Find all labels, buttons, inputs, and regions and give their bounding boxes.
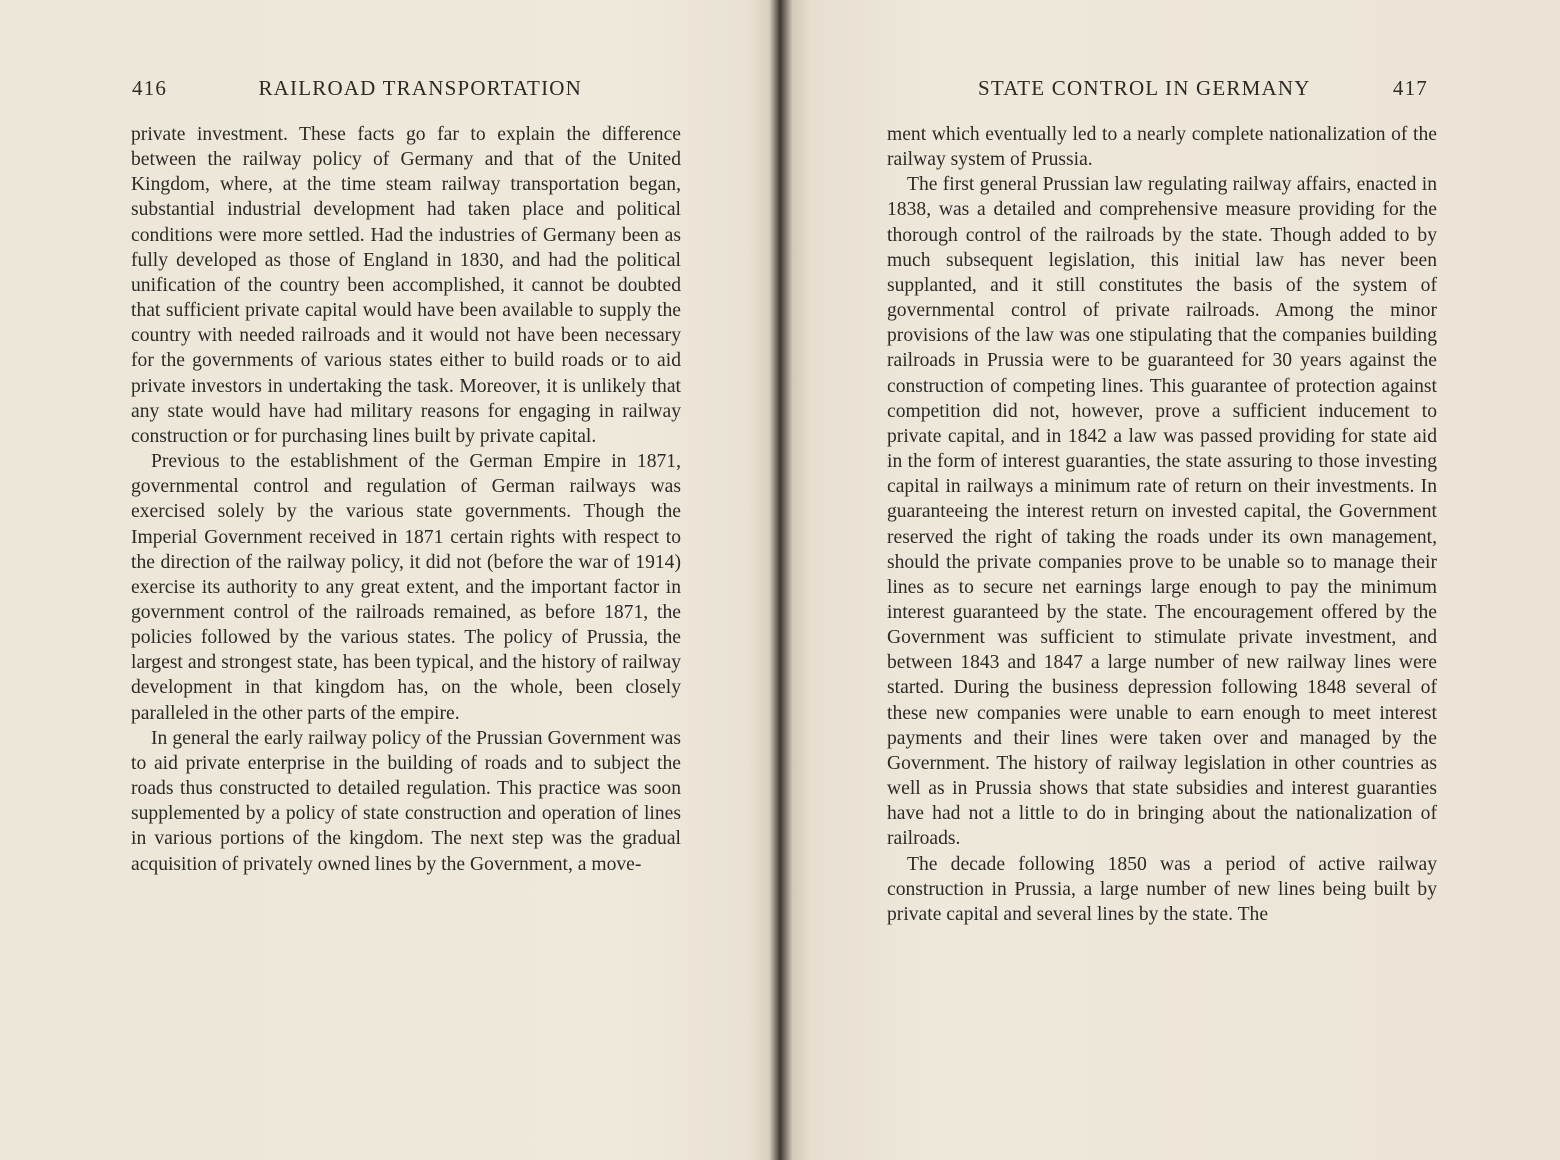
right-running-head — [978, 76, 1428, 101]
left-page-number: 416 — [132, 76, 168, 100]
right-body-text — [887, 122, 1437, 927]
left-page — [0, 0, 770, 1160]
left-paragraph-2: Previous to the establishment of the German Empire in 1871, governmental control and regulation of German railways was exercised solely by the various state governments. Though the Imperial Government received in 1871 certain rights with respect to the direction of the railway policy, it did not (before the war of 1914) exercise its authority to any great extent, and the important factor in government control of the railroads remained, as before 1871, the policies followed by the various states. The policy of Prussia, the largest and strongest state, has been typical, and the history of railway development in that kingdom has, on the whole, been closely paralleled in the other parts of the empire. — [131, 451, 681, 724]
left-running-title: RAILROAD TRANSPORTATION — [258, 76, 582, 100]
right-paragraph-3: The decade following 1850 was a period of active railway construction in Prussia, a large number of new lines being built by private capital and several lines by the state. The — [887, 853, 1437, 925]
left-body-text — [131, 122, 681, 877]
left-paragraph-3: In general the early railway policy of the Prussian Government was to aid private enterprise in the building of roads and to subject the roads thus constructed to detailed regulation. This practice was soon supplemented by a policy of state construction and operation of lines in various portions of the kingdom. The next step was the gradual acquisition of privately owned lines by the Government, a move- — [131, 727, 681, 875]
right-paragraph-2: The first general Prussian law regulating railway affairs, enacted in 1838, was a detailed and comprehensive measure providing for the thorough control of the railroads by the state. Though added to by much subsequent legislation, this initial law has never been supplanted, and it still constitutes the basis of the system of governmental control of private railroads. Among the minor provisions of the law was one stipulating that the companies building railroads in Prussia were to be guaranteed for 30 years against the construction of competing lines. This guarantee of protection against competition did not, however, prove a sufficient inducement to private capital, and in 1842 a law was passed providing for state aid in the form of interest guaranties, the state assuring to those investing capital in railways a minimum rate of return on their investments. In guaranteeing the interest return on invested capital, the Government reserved the right of taking the roads under its own management, should the private companies prove to be unable so to manage their lines as to secure net earnings large enough to pay the minimum interest guaranteed by the state. The encouragement offered by the Government was sufficient to stimulate private investment, and between 1843 and 1847 a large number of new railway lines were started. During the business depression following 1848 several of these new companies were unable to earn enough to meet interest payments and their lines were taken over and managed by the Government. The history of railway legislation in other countries as well as in Prussia shows that state subsidies and interest guaranties have had not a little to do in bringing about the nationalization of railroads. — [887, 174, 1437, 850]
left-paragraph-1: private investment. These facts go far to explain the difference between the railway policy of Germany and that of the United Kingdom, where, at the time steam railway transportation began, substantial industrial development had taken place and political conditions were more settled. Had the industries of Germany been as fully developed as those of England in 1830, and had the political unification of the country been accomplished, it cannot be doubted that sufficient private capital would have been available to supply the country with needed railroads and it would not have been necessary for the governments of various states either to build roads or to aid private investors in undertaking the task. Moreover, it is unlikely that any state would have had military reasons for engaging in railway construction or for purchasing lines built by private capital. — [131, 124, 681, 447]
left-running-head — [132, 76, 582, 101]
right-running-title: STATE CONTROL IN GERMANY — [978, 76, 1311, 100]
right-page — [790, 0, 1560, 1160]
right-page-number: 417 — [1392, 76, 1428, 100]
right-paragraph-1: ment which eventually led to a nearly complete nationalization of the railway system of Prussia. — [887, 124, 1437, 171]
